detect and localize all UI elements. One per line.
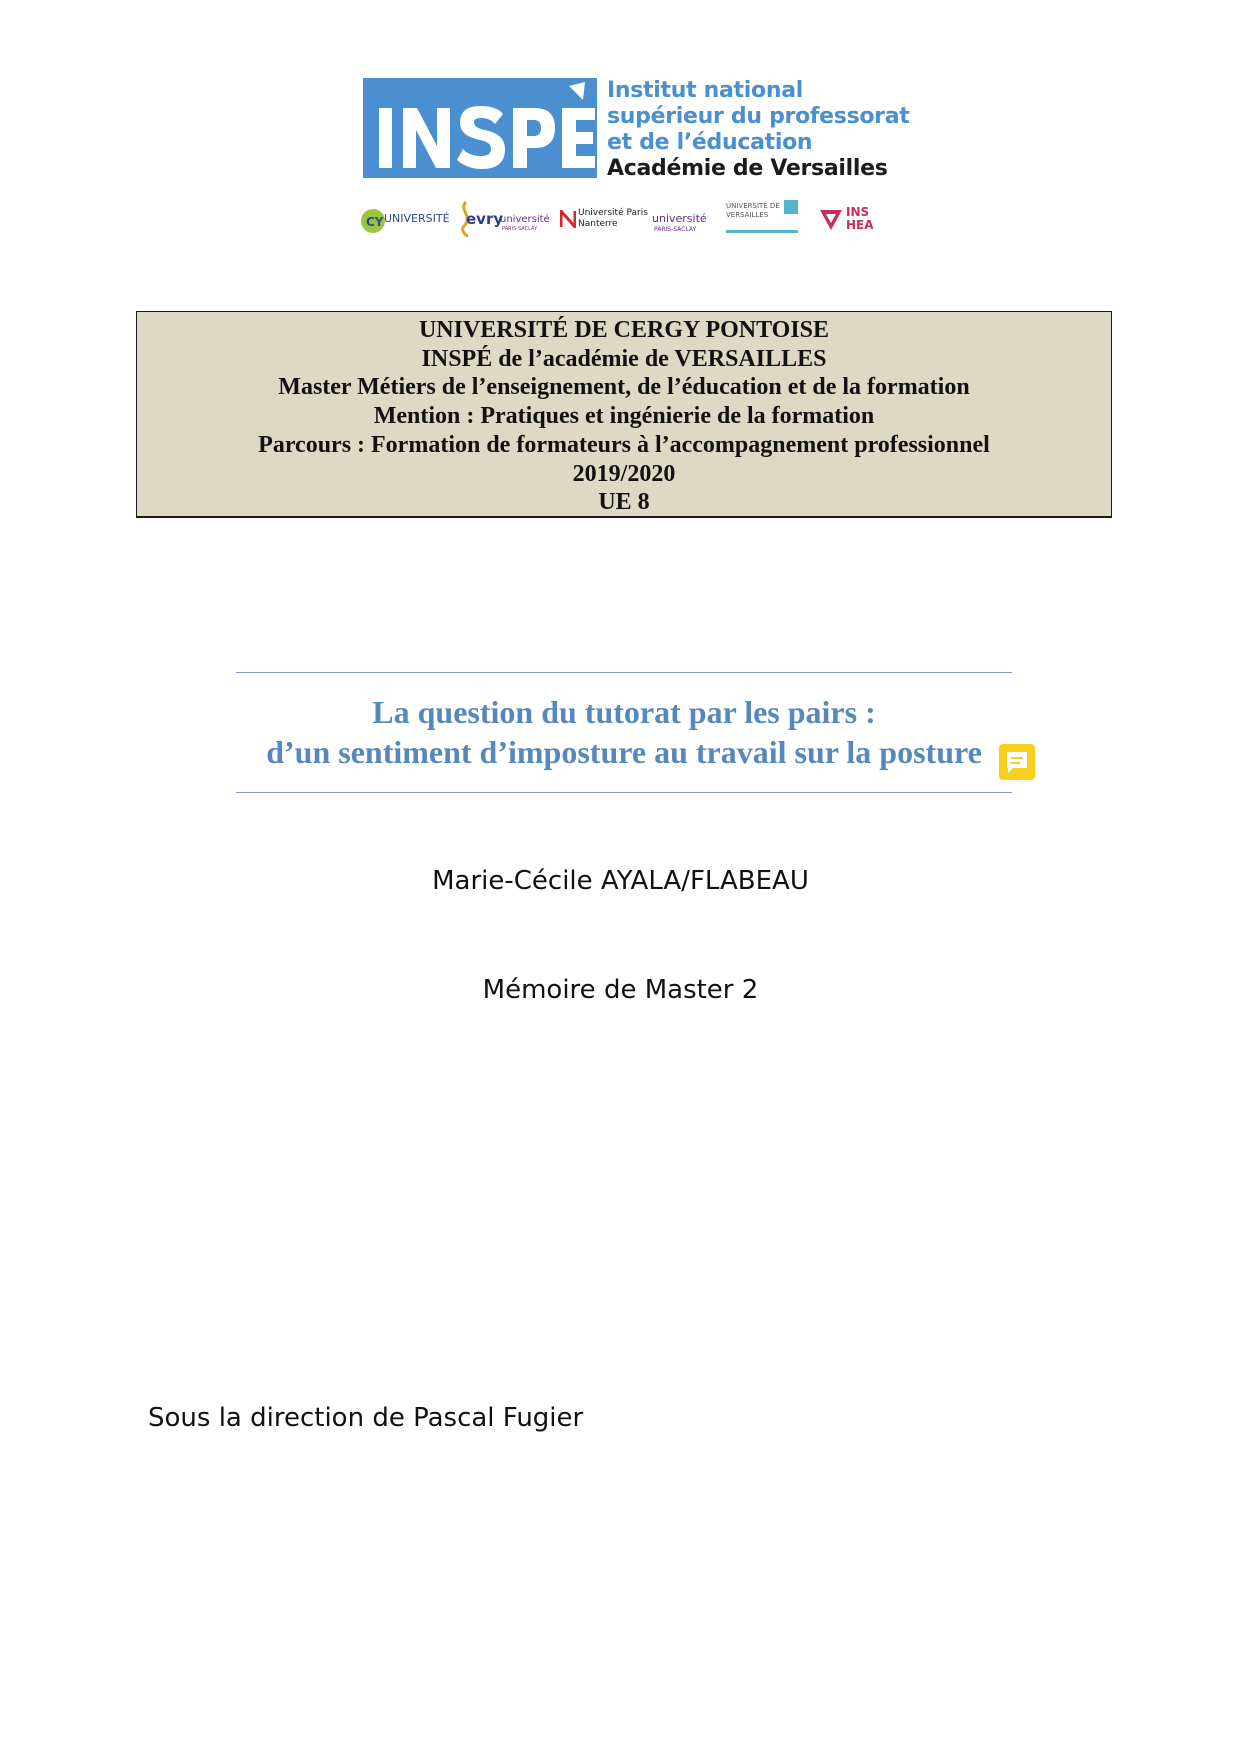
cy-universite-logo: CY UNIVERSITÉ (360, 200, 446, 240)
logo-line-4: Académie de Versailles (607, 156, 888, 181)
academic-year: 2019/2020 (572, 460, 676, 487)
teaching-unit: UE 8 (598, 489, 650, 516)
author-name: Marie-Cécile AYALA/FLABEAU (432, 866, 809, 896)
mention: Mention : Pratiques et ingénierie de la formation (373, 403, 875, 430)
master-name: Master Métiers de l’enseignement, de l’éducation et de la formation (278, 374, 970, 401)
inspe-logo-text (607, 78, 910, 182)
logo-line-1: Institut national (607, 78, 803, 103)
inspe-academy: INSPÉ de l’académie de VERSAILLES (421, 345, 827, 372)
logo-line-3: et de l’éducation (607, 130, 813, 155)
thesis-title-line-2: d’un sentiment d’imposture au travail sur la posture (266, 734, 982, 770)
thesis-title-line-1: La question du tutorat par les pairs : (372, 694, 876, 730)
universite-paris-saclay-logo: université PARIS-SACLAY (652, 212, 707, 233)
universite-paris-nanterre-logo: Université Paris Nanterre (560, 200, 640, 240)
evry-logo: evry université PARIS-SACLAY (456, 200, 546, 240)
supervisor: Sous la direction de Pascal Fugier (148, 1403, 584, 1433)
inspe-wordmark-icon (363, 78, 597, 178)
title-top-rule (236, 672, 1012, 673)
parcours: Parcours : Formation de formateurs à l’accompagnement professionnel (258, 431, 990, 458)
svg-text:CY: CY (366, 215, 384, 229)
document-type: Mémoire de Master 2 (482, 975, 759, 1005)
comment-note-icon[interactable] (999, 744, 1035, 780)
title-bottom-rule (236, 792, 1012, 793)
uvsq-logo: UNIVERSITÉ DE VERSAILLES (726, 200, 806, 240)
inshea-logo: INS HEA (818, 200, 888, 240)
university-name: UNIVERSITÉ DE CERGY PONTOISE (418, 317, 830, 343)
program-info-box (136, 311, 1112, 518)
inspe-logo (363, 78, 910, 182)
logo-line-2: supérieur du professorat (607, 104, 910, 129)
partner-logos-row (360, 200, 900, 240)
